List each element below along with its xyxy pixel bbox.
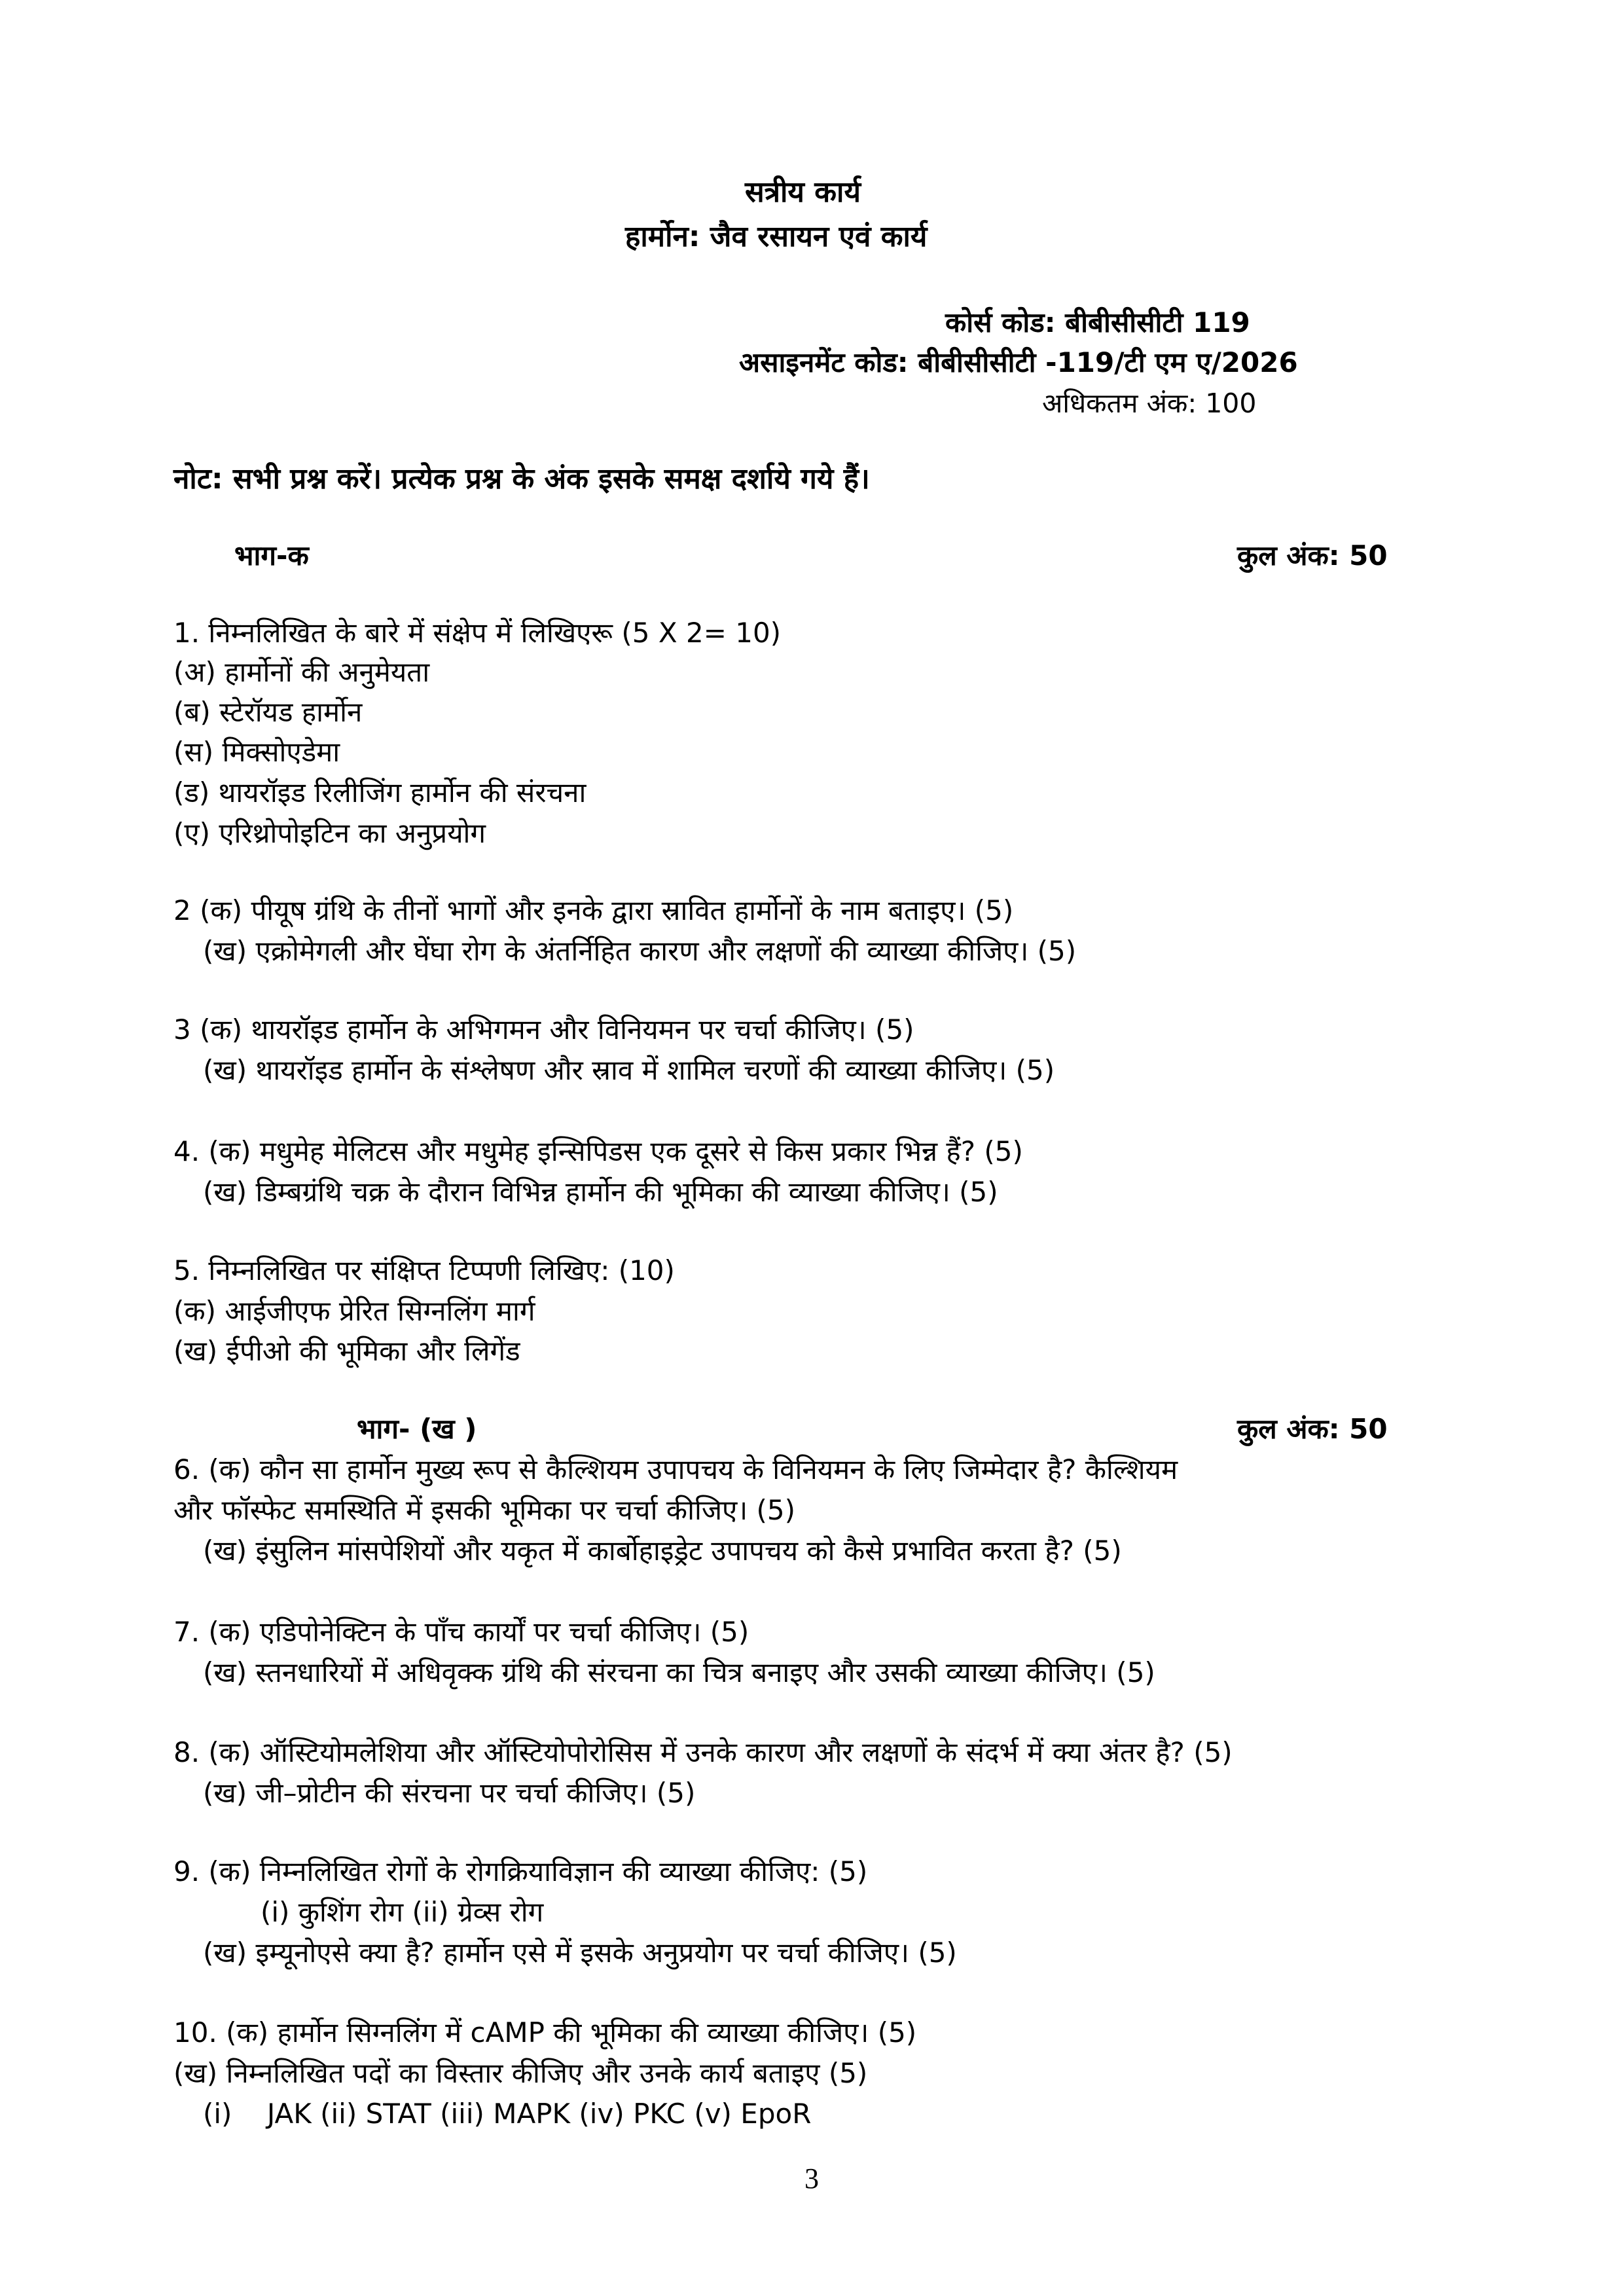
question-7a: 7. (क) एडिपोनेक्टिन के पाँच कार्यों पर चर्चा कीजिए। (5): [173, 1616, 749, 1648]
section-a-title: भाग-क: [234, 539, 309, 572]
question-2a: 2 (क) पीयूष ग्रंथि के तीनों भागों और इनके द्वारा स्रावित हार्मोनों के नाम बताइए। (5): [173, 894, 1014, 926]
question-9b: (ख) इम्यूनोएसे क्या है? हार्मोन एसे में इसके अनुप्रयोग पर चर्चा कीजिए। (5): [203, 1937, 957, 1969]
question-1-item: (ए) एरिथ्रोपोइटिन का अनुप्रयोग: [173, 817, 486, 849]
assignment-title: सत्रीय कार्य: [745, 175, 861, 209]
question-1-stem: 1. निम्नलिखित के बारे में संक्षेप में लिखिएरू (5 X 2= 10): [173, 617, 782, 649]
question-7b: (ख) स्तनधारियों में अधिवृक्क ग्रंथि की संरचना का चित्र बनाइए और उसकी व्याख्या कीजिए। (5): [203, 1656, 1155, 1688]
question-5-item: (क) आईजीएफ प्रेरित सिग्नलिंग मार्ग: [173, 1295, 535, 1327]
question-4b: (ख) डिम्बग्रंथि चक्र के दौरान विभिन्न हार्मोन की भूमिका की व्याख्या कीजिए। (5): [203, 1176, 998, 1208]
question-8a: 8. (क) ऑस्टियोमलेशिया और ऑस्टियोपोरोसिस में उनके कारण और लक्षणों के संदर्भ में क्या अंतर है? (5): [173, 1736, 1233, 1768]
question-1-item: (ब) स्टेरॉयड हार्मोन: [173, 696, 363, 728]
question-6a: 6. (क) कौन सा हार्मोन मुख्य रूप से कैल्शियम उपापचय के विनियमन के लिए जिम्मेदार है? कैल्शियम: [173, 1453, 1178, 1485]
question-9a-diseases: (i) कुशिंग रोग (ii) ग्रेव्स रोग: [261, 1896, 544, 1928]
page-number: 3: [804, 2162, 819, 2195]
question-5-stem: 5. निम्नलिखित पर संक्षिप्त टिप्पणी लिखिए: (10): [173, 1254, 675, 1286]
question-10a: 10. (क) हार्मोन सिग्नलिंग में cAMP की भूमिका की व्याख्या कीजिए। (5): [173, 2016, 917, 2049]
question-1-item: (अ) हार्मोनों की अनुमेयता: [173, 656, 430, 688]
question-3b: (ख) थायरॉइड हार्मोन के संश्लेषण और स्राव में शामिल चरणों की व्याख्या कीजिए। (5): [203, 1054, 1055, 1086]
question-9a: 9. (क) निम्नलिखित रोगों के रोगक्रियाविज्ञान की व्याख्या कीजिए: (5): [173, 1855, 868, 1887]
section-b-marks: कुल अंक: 50: [1237, 1413, 1388, 1445]
question-8b: (ख) जी–प्रोटीन की संरचना पर चर्चा कीजिए। (5): [203, 1777, 696, 1809]
max-marks: अधिकतम अंक: 100: [1042, 388, 1257, 419]
section-b-title: भाग- (ख ): [357, 1413, 477, 1445]
section-a-marks: कुल अंक: 50: [1237, 539, 1388, 572]
question-2b: (ख) एक्रोमेगली और घेंघा रोग के अंतर्निहित कारण और लक्षणों की व्याख्या कीजिए। (5): [203, 935, 1077, 967]
question-10b: (ख) निम्नलिखित पदों का विस्तार कीजिए और उनके कार्य बताइए (5): [173, 2057, 868, 2089]
course-subtitle: हार्मोन: जैव रसायन एवं कार्य: [625, 220, 928, 253]
question-5-item: (ख) ईपीओ की भूमिका और लिगेंड: [173, 1335, 520, 1367]
question-10b-terms: (i) JAK (ii) STAT (iii) MAPK (iv) PKC (v) EpoR: [203, 2098, 812, 2130]
question-6a-continued: और फॉस्फेट समस्थिति में इसकी भूमिका पर चर्चा कीजिए। (5): [173, 1494, 795, 1526]
question-4a: 4. (क) मधुमेह मेलिटस और मधुमेह इन्सिपिडस एक दूसरे से किस प्रकार भिन्न हैं? (5): [173, 1135, 1023, 1167]
course-code: कोर्स कोड: बीबीसीसीटी 119: [945, 306, 1250, 338]
question-3a: 3 (क) थायरॉइड हार्मोन के अभिगमन और विनियमन पर चर्चा कीजिए। (5): [173, 1013, 914, 1046]
assignment-code: असाइनमेंट कोड: बीबीसीसीटी -119/टी एम ए/2026: [739, 346, 1298, 378]
instruction-note: नोट: सभी प्रश्न करें। प्रत्येक प्रश्न के अंक इसके समक्ष दर्शाये गये हैं।: [173, 462, 870, 496]
question-1-item: (स) मिक्सोएडेमा: [173, 736, 340, 768]
question-6b: (ख) इंसुलिन मांसपेशियों और यकृत में कार्बोहाइड्रेट उपापचय को कैसे प्रभावित करता है? (5): [203, 1535, 1122, 1567]
question-1-item: (ड) थायरॉइड रिलीजिंग हार्मोन की संरचना: [173, 776, 586, 809]
